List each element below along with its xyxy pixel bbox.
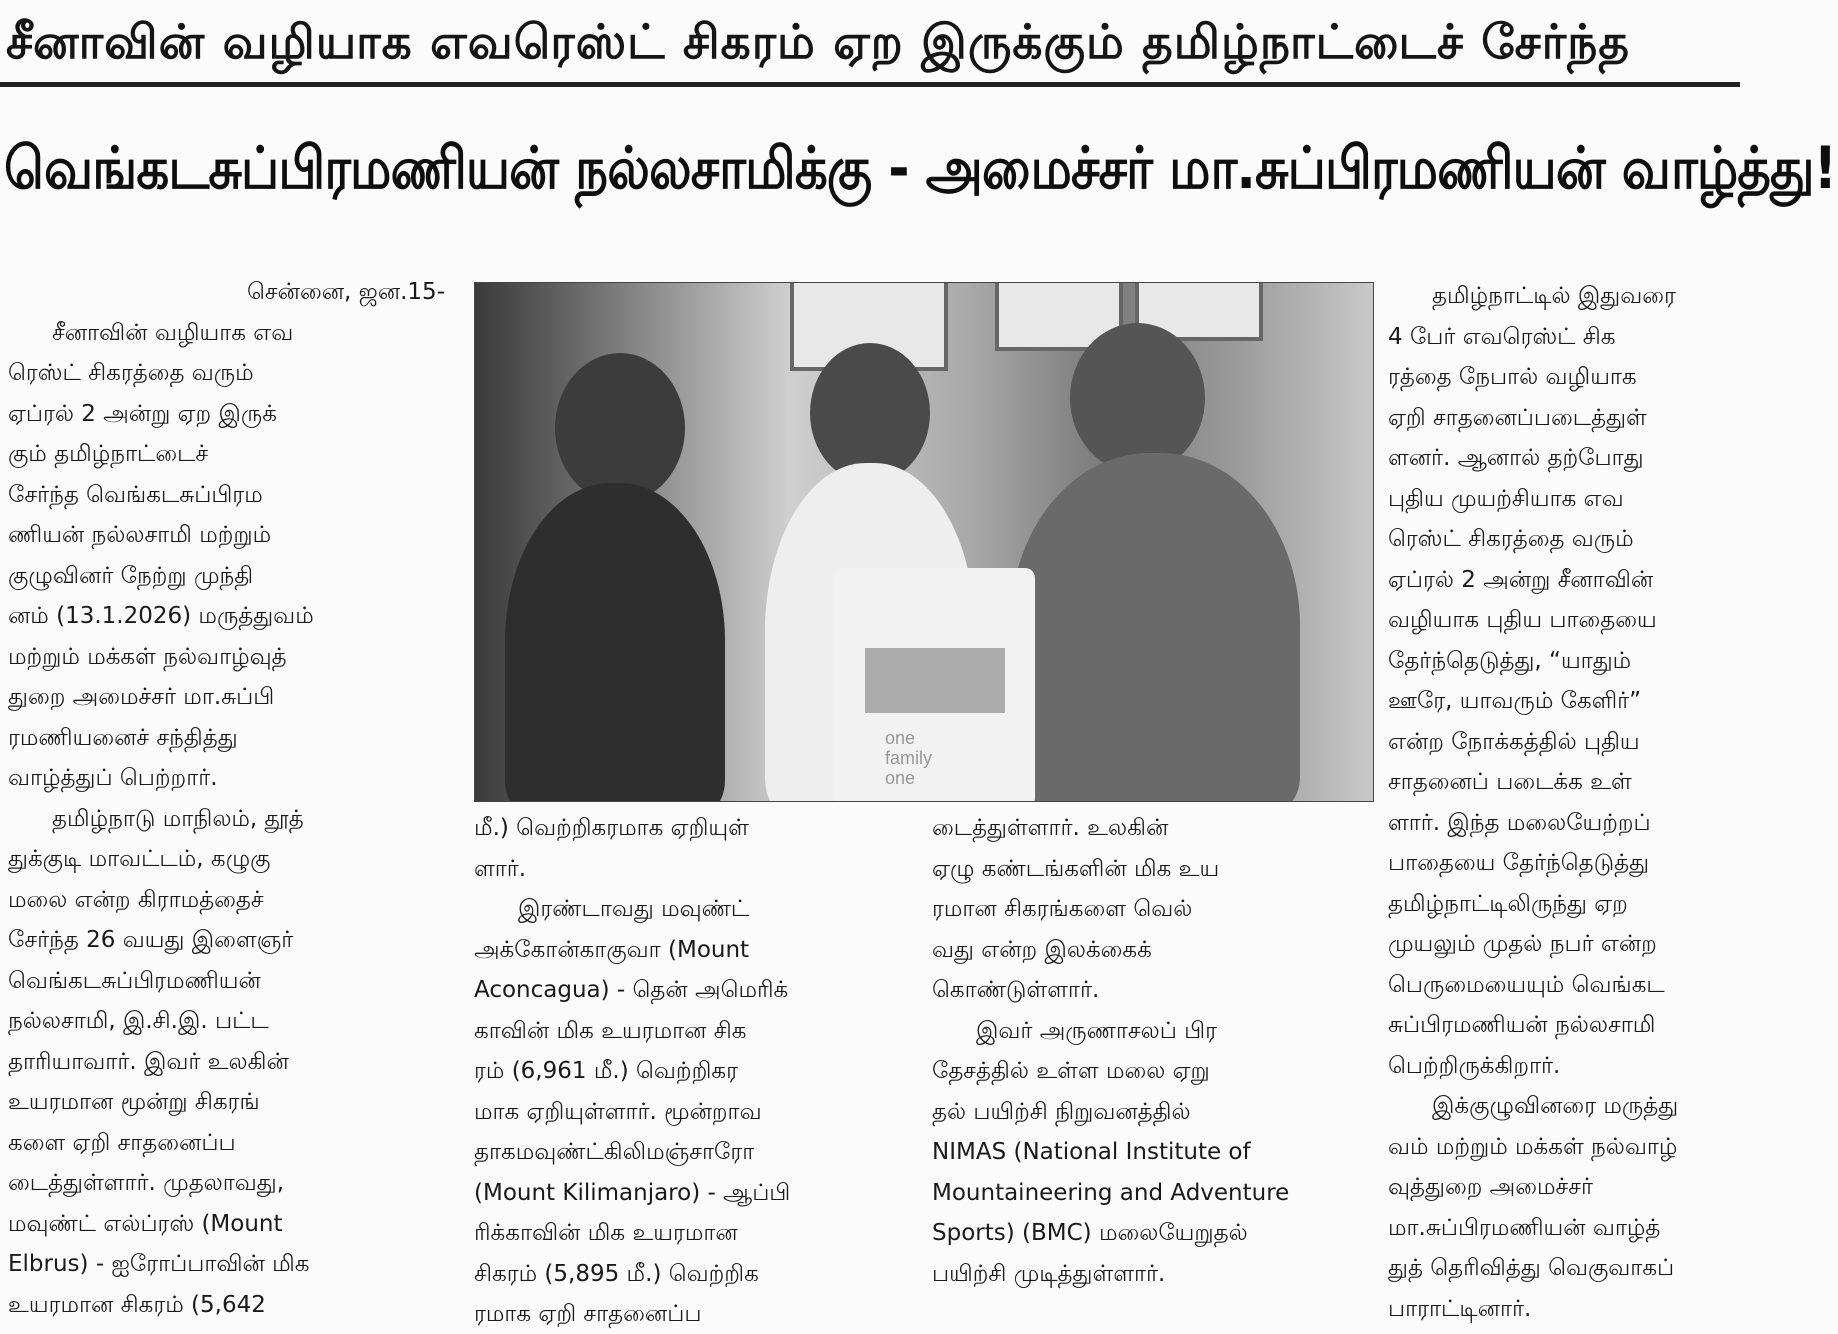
text-line: அக்கோன்காகுவா (Mount — [474, 936, 750, 963]
text-line: ஏழு கண்டங்களின் மிக உய — [932, 855, 1220, 882]
text-line: ரமணியனைச் சந்தித்து — [8, 724, 238, 751]
text-line: சேர்ந்த 26 வயது இளைஞர் — [8, 927, 294, 953]
text-line: தாரியாவார். இவர் உலகின் — [8, 1048, 289, 1075]
text-line: தமிழ்நாட்டில் இதுவரை — [1432, 283, 1676, 309]
column-text — [932, 808, 1372, 1294]
text-line: தாகமவுண்ட்கிலிமஞ்சாரோ — [474, 1139, 755, 1165]
text-line: வழியாக புதிய பாதையை — [1388, 607, 1657, 633]
article-column-4 — [1388, 276, 1830, 1334]
text-line: ஊரே, யாவரும் கேளிர்” — [1388, 688, 1642, 714]
text-line: ஏப்ரல் 2 அன்று ஏற இருக் — [8, 400, 277, 427]
text-line: குழுவினர் நேற்று முந்தி — [8, 562, 254, 589]
shirt-text: one — [885, 728, 916, 748]
text-line: இரண்டாவது மவுண்ட் — [518, 896, 750, 922]
text-line: புதிய முயற்சியாக எவ — [1388, 485, 1624, 512]
text-line: மா.சுப்பிரமணியன் வாழ்த் — [1388, 1214, 1661, 1241]
article-column-1 — [8, 272, 453, 1332]
text-line: கொண்டுள்ளார். — [932, 977, 1100, 1003]
text-line: தல் பயிற்சி நிறுவனத்தில் — [932, 1098, 1191, 1125]
text-line: ரிக்காவின் மிக உயரமான — [474, 1220, 738, 1246]
text-line: மாக ஏறியுள்ளார். மூன்றாவ — [474, 1098, 762, 1125]
text-line: பாதையை தேர்ந்தெடுத்து — [1388, 850, 1650, 876]
column-text — [1388, 276, 1830, 1329]
column-text — [8, 313, 453, 1326]
text-line: உயரமான மூன்று சிகரங் — [8, 1089, 260, 1115]
text-line: ஏப்ரல் 2 அன்று சீனாவின் — [1388, 566, 1654, 593]
kicker-underline — [0, 82, 1740, 87]
text-line: ளார். இந்த மலையேற்றப் — [1388, 809, 1651, 836]
text-line: என்ற நோக்கத்தில் புதிய — [1388, 728, 1640, 755]
text-line: Sports) (BMC) மலையேறுதல் — [932, 1220, 1248, 1246]
kicker-headline: சீனாவின் வழியாக எவரெஸ்ட் சிகரம் ஏற இருக்கும் தமிழ்நாட்டைச் சேர்ந்த — [6, 15, 1630, 70]
main-headline: வெங்கடசுப்பிரமணியன் நல்லசாமிக்கு - அமைச்சர் மா.சுப்பிரமணியன் வாழ்த்து! — [4, 134, 1836, 202]
text-line: ளார். — [474, 855, 527, 882]
text-line: ரெஸ்ட் சிகரத்தை வரும் — [1388, 526, 1634, 552]
text-line: வது என்ற இலக்கைக் — [932, 936, 1152, 963]
text-line: மற்றும் மக்கள் நல்வாழ்வுத் — [8, 643, 287, 670]
text-line: Aconcagua) - தென் அமெரிக் — [474, 977, 789, 1003]
text-line: பெருமையையும் வெங்கட — [1388, 971, 1665, 998]
person-left — [505, 483, 725, 802]
text-line: (Mount Kilimanjaro) - ஆப்பி — [474, 1179, 791, 1206]
text-line: இவர் அருணாசலப் பிர — [976, 1017, 1217, 1044]
text-line: மலை என்ற கிராமத்தைச் — [8, 886, 264, 913]
text-line: 4 பேர் எவரெஸ்ட் சிக — [1388, 323, 1616, 350]
text-line: துக்குடி மாவட்டம், கழுகு — [8, 846, 271, 872]
text-line: வெங்கடசுப்பிரமணியன் — [8, 967, 261, 994]
text-line: ஏறி சாதனைப்படைத்துள் — [1388, 404, 1647, 431]
text-line: வுத்துறை அமைச்சர் — [1388, 1174, 1593, 1200]
text-line: ரம் (6,961 மீ.) வெற்றிகர — [474, 1058, 738, 1084]
text-line: வம் மற்றும் மக்கள் நல்வாழ் — [1388, 1133, 1678, 1160]
text-line: பெற்றிருக்கிறார். — [1388, 1052, 1561, 1079]
text-line: மீ.) வெற்றிகரமாக ஏறியுள் — [474, 815, 749, 841]
text-line: சுப்பிரமணியன் நல்லசாமி — [1388, 1012, 1656, 1038]
text-line: பாராட்டினார். — [1388, 1295, 1532, 1322]
text-line: வாழ்த்துப் பெற்றார். — [8, 765, 218, 791]
text-line: கும் தமிழ்நாட்டைச் — [8, 441, 209, 467]
text-line: ளனர். ஆனால் தற்போது — [1388, 445, 1644, 471]
person-middle-head — [810, 343, 930, 483]
column-text — [474, 808, 914, 1334]
text-line: டைத்துள்ளார். முதலாவது, — [8, 1170, 285, 1196]
text-line: மவுண்ட் எல்ப்ரஸ் (Mount — [8, 1210, 283, 1237]
text-line: நல்லசாமி, இ.சி.இ. பட்ட — [8, 1008, 269, 1034]
article-column-2 — [474, 808, 914, 1334]
news-photo — [474, 282, 1374, 802]
text-line: ரமான சிகரங்களை வெல் — [932, 896, 1193, 922]
person-left-head — [555, 353, 685, 503]
text-line: ரெஸ்ட் சிகரத்தை வரும் — [8, 360, 254, 386]
text-line: சாதனைப் படைக்க உள் — [1388, 769, 1632, 795]
text-line: சிகரம் (5,895 மீ.) வெற்றிக — [474, 1260, 759, 1287]
text-line: சேர்ந்த வெங்கடசுப்பிரம — [8, 481, 263, 508]
shirt-text: one — [885, 768, 916, 788]
person-right — [1010, 453, 1300, 802]
shirt-text: family — [885, 748, 933, 768]
dateline: சென்னை, ஜன.15- — [247, 279, 445, 305]
text-line: முயலும் முதல் நபர் என்ற — [1388, 931, 1657, 957]
text-line: துத் தெரிவித்து வெகுவாகப் — [1388, 1255, 1675, 1281]
text-line: NIMAS (National Institute of — [932, 1139, 1251, 1165]
article-column-3 — [932, 808, 1372, 1334]
text-line: தேர்ந்தெடுத்து, “யாதும் — [1388, 647, 1632, 674]
text-line: இக்குழுவினரை மருத்து — [1432, 1093, 1679, 1119]
text-line: ரத்தை நேபால் வழியாக — [1388, 364, 1637, 390]
text-line: உயரமான சிகரம் (5,642 — [8, 1291, 266, 1318]
text-line: தமிழ்நாட்டிலிருந்து ஏற — [1388, 890, 1628, 917]
tshirt — [835, 568, 1035, 802]
text-line: ரமாக ஏறி சாதனைப்ப — [474, 1301, 702, 1327]
text-line: களை ஏறி சாதனைப்ப — [8, 1129, 236, 1156]
tshirt-print — [865, 648, 1005, 713]
text-line: தமிழ்நாடு மாநிலம், தூத் — [52, 805, 304, 832]
text-line: டைத்துள்ளார். உலகின் — [932, 815, 1169, 841]
text-line: தேசத்தில் உள்ள மலை ஏறு — [932, 1058, 1210, 1084]
person-right-head — [1070, 323, 1205, 473]
text-line: பயிற்சி முடித்துள்ளார். — [932, 1260, 1166, 1287]
text-line: துறை அமைச்சர் மா.சுப்பி — [8, 684, 275, 710]
text-line: ணியன் நல்லசாமி மற்றும் — [8, 522, 272, 548]
text-line: சீனாவின் வழியாக எவ — [52, 319, 294, 346]
text-line: Elbrus) - ஐரோப்பாவின் மிக — [8, 1251, 310, 1277]
text-line: னம் (13.1.2026) மருத்துவம் — [8, 603, 314, 629]
text-line: Mountaineering and Adventure — [932, 1179, 1290, 1206]
text-line: காவின் மிக உயரமான சிக — [474, 1017, 747, 1044]
